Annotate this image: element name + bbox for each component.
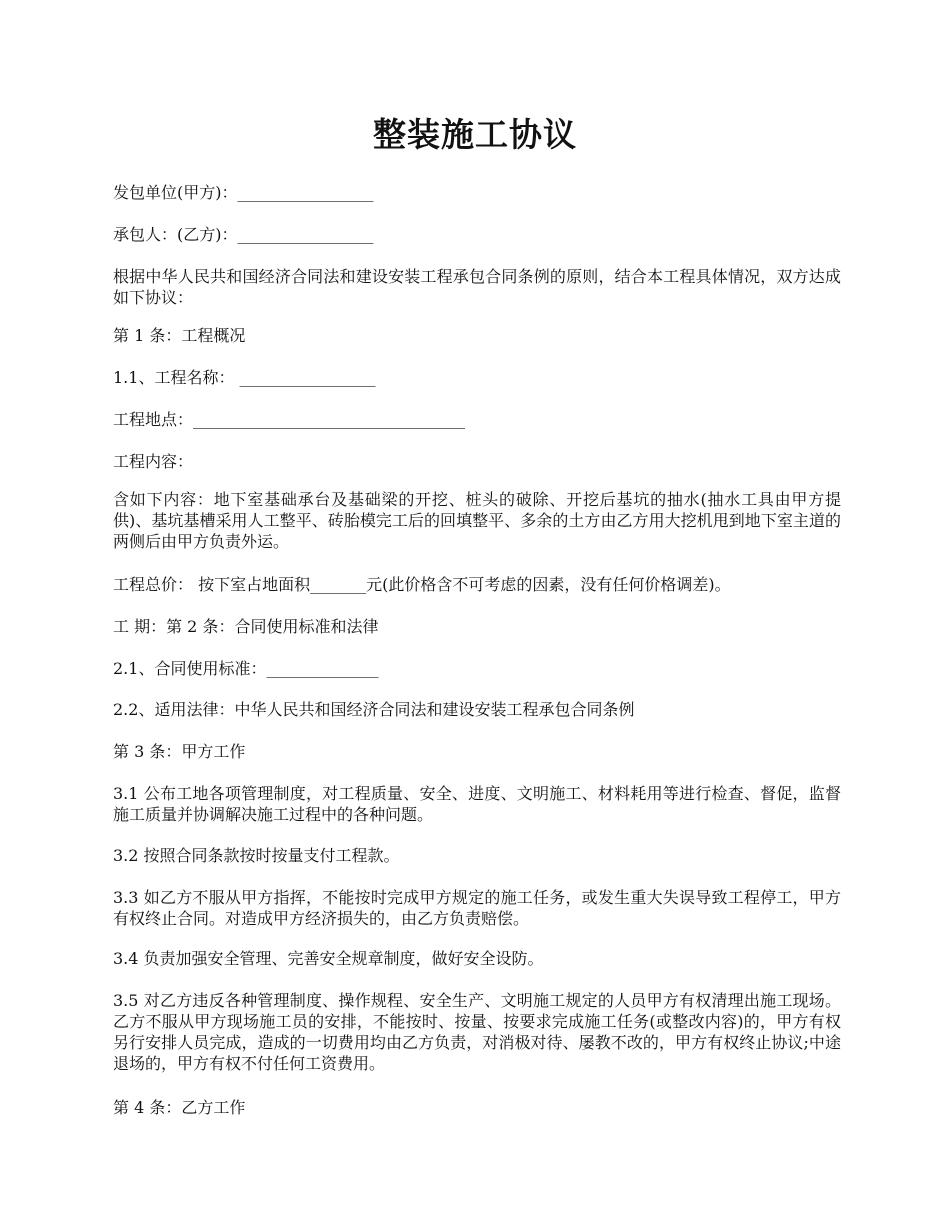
document-title: 整装施工协议 [373, 115, 577, 154]
project-name-line: 1.1、工程名称： _________________ [113, 368, 376, 387]
article-2-heading: 工 期：第 2 条：合同使用标准和法律 [113, 617, 379, 636]
party-a-line: 发包单位(甲方)：_________________ [113, 183, 374, 202]
article-4-heading: 第 4 条：乙方工作 [113, 1098, 246, 1117]
project-content-paragraph: 含如下内容：地下室基础承台及基础梁的开挖、桩头的破除、开挖后基坑的抽水(抽水工具由甲方提供)、基坑基槽采用人工整平、砖胎模完工后的回填整平、多余的土方由乙方用大挖机甩到地下室主道的两侧后由甲方负责外运。 [113, 490, 841, 551]
clause-3-5: 3.5 对乙方违反各种管理制度、操作规程、安全生产、文明施工规定的人员甲方有权清理出施工现场。乙方不服从甲方现场施工员的安排，不能按时、按量、按要求完成施工任务(或整改内容)的，甲方有权另行安排人员完成，造成的一切费用均由乙方负责，对消极对待、屡教不改的，甲方有权终止协议;中途退场的，甲方有权不付任何工资费用。 [113, 991, 841, 1073]
clause-3-2: 3.2 按照合同条款按时按量支付工程款。 [113, 846, 400, 865]
applicable-law-line: 2.2、适用法律：中华人民共和国经济合同法和建设安装工程承包合同条例 [113, 700, 635, 719]
article-1-heading: 第 1 条：工程概况 [113, 326, 246, 345]
total-price-line: 工程总价： 按下室占地面积_______元(此价格含不可考虑的因素，没有任何价格调差)。 [113, 575, 731, 594]
project-content-label: 工程内容： [113, 452, 194, 471]
party-b-line: 承包人：(乙方)：_________________ [113, 225, 374, 244]
article-3-heading: 第 3 条：甲方工作 [113, 742, 246, 761]
contract-standard-line: 2.1、合同使用标准：______________ [113, 659, 379, 678]
clause-3-4: 3.4 负责加强安全管理、完善安全规章制度，做好安全设防。 [113, 949, 544, 968]
project-location-line: 工程地点：__________________________________ [113, 410, 466, 429]
clause-3-3: 3.3 如乙方不服从甲方指挥，不能按时完成甲方规定的施工任务，或发生重大失误导致工程停工，甲方有权终止合同。对造成甲方经济损失的，由乙方负责赔偿。 [113, 888, 841, 928]
preamble-paragraph: 根据中华人民共和国经济合同法和建设安装工程承包合同条例的原则，结合本工程具体情况，双方达成如下协议： [113, 267, 841, 307]
clause-3-1: 3.1 公布工地各项管理制度，对工程质量、安全、进度、文明施工、材料耗用等进行检查、督促，监督施工质量并协调解决施工过程中的各种问题。 [113, 784, 841, 824]
